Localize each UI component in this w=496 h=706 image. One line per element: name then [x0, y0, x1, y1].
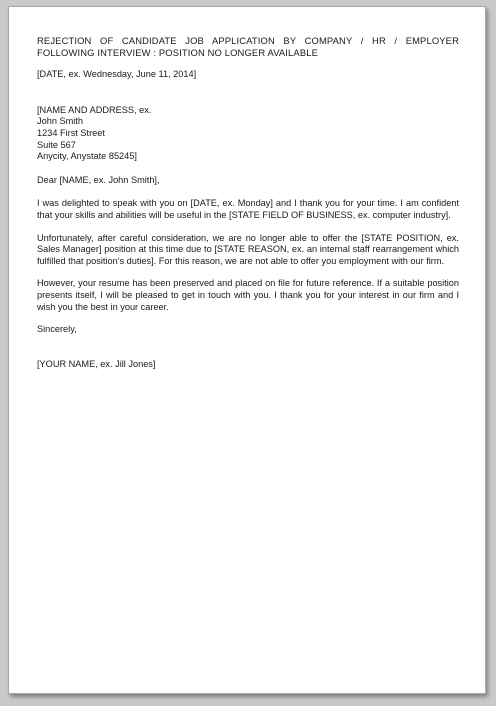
letter-date: [DATE, ex. Wednesday, June 11, 2014]: [37, 69, 197, 80]
body-paragraph: Unfortunately, after careful consideration, we are no longer able to offer the [STATE POSITION, ex. Sales Manager] position at this time due to [STATE REASON, ex. an internal staff rearrangement which fulfilled that position's duties]. For this reason, we are not able to offer you employment with our firm.: [37, 232, 459, 266]
address-line: [NAME AND ADDRESS, ex.: [37, 104, 152, 115]
letter-page: [8, 6, 486, 694]
signature: [YOUR NAME, ex. Jill Jones]: [37, 358, 156, 369]
recipient-address: [37, 105, 459, 163]
letter-content: [37, 35, 459, 370]
letter-title: REJECTION OF CANDIDATE JOB APPLICATION BY COMPANY / HR / EMPLOYER FOLLOWING INTERVIEW : POSITION NO LONGER AVAILABLE: [37, 35, 459, 58]
address-line: 1234 First Street: [37, 127, 105, 138]
salutation: Dear [NAME, ex. John Smith],: [37, 174, 160, 185]
body-paragraph: However, your resume has been preserved and placed on file for future reference. If a suitable position presents itself, I will be pleased to get in touch with you. I thank you for your interest in our firm and I wish you the best in your career.: [37, 278, 459, 312]
address-line: John Smith: [37, 116, 83, 127]
body-paragraph: I was delighted to speak with you on [DATE, ex. Monday] and I thank you for your time. I am confident that your skills and abilities will be useful in the [STATE FIELD OF BUSINESS, ex. computer industry].: [37, 198, 459, 220]
address-line: Anycity, Anystate 85245]: [37, 151, 137, 162]
closing: Sincerely,: [37, 324, 77, 335]
address-line: Suite 567: [37, 139, 76, 150]
